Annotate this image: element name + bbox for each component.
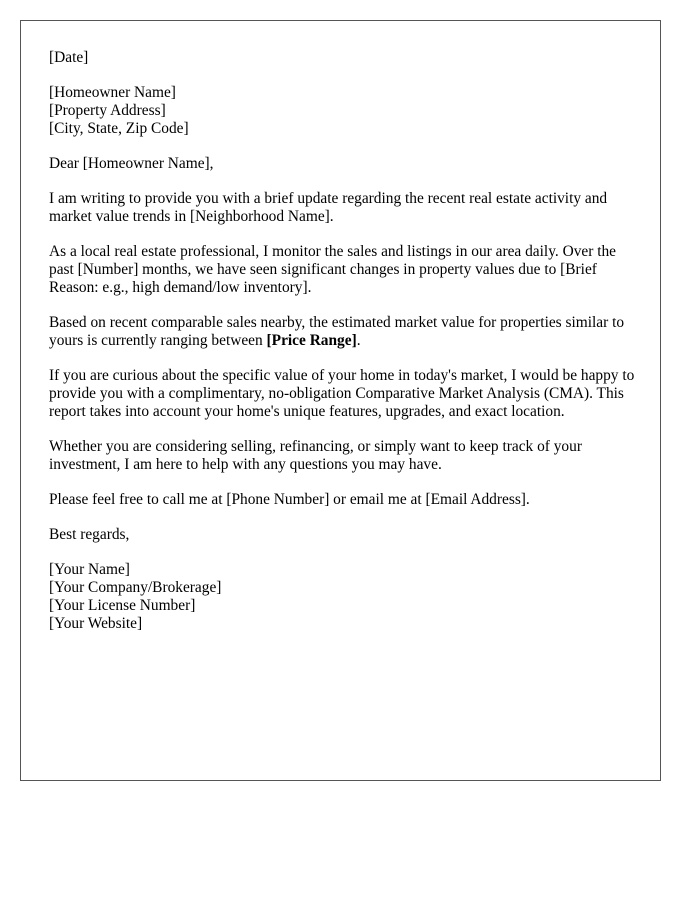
price-range-text: Based on recent comparable sales nearby, the estimated market value for properties similar to yours is currently ranging between <box>49 314 625 349</box>
signature-license: [Your License Number] <box>49 597 196 614</box>
recipient-city-state-zip: [City, State, Zip Code] <box>49 120 189 137</box>
paragraph-help: Whether you are considering selling, refinancing, or simply want to keep track of your investment, I am here to help with any questions you may have. <box>49 438 582 473</box>
signature-website: [Your Website] <box>49 615 143 632</box>
price-range-period: . <box>356 332 361 349</box>
paragraph-contact: Please feel free to call me at [Phone Number] or email me at [Email Address]. <box>49 491 530 508</box>
paragraph-market-changes: As a local real estate professional, I monitor the sales and listings in our area daily. Over the past [Number] months, we have seen significant changes in property values due to [Brief Reason: e.g., high demand/low inventory]. <box>49 243 616 296</box>
signature-block <box>49 561 639 633</box>
letter-document <box>20 20 661 781</box>
paragraph-intro: I am writing to provide you with a brief update regarding the recent real estate activity and market value trends in [Neighborhood Name]. <box>49 190 608 225</box>
recipient-address: [Property Address] <box>49 102 166 119</box>
signature-company: [Your Company/Brokerage] <box>49 579 222 596</box>
letter-date: [Date] <box>49 49 89 66</box>
signature-name: [Your Name] <box>49 561 130 578</box>
recipient-name: [Homeowner Name] <box>49 84 176 101</box>
paragraph-price-range <box>49 314 639 350</box>
closing: Best regards, <box>49 526 130 543</box>
recipient-address-block <box>49 84 639 138</box>
paragraph-cma-offer: If you are curious about the specific value of your home in today's market, I would be happy to provide you with a complimentary, no-obligation Comparative Market Analysis (CMA). This report takes into account your home's unique features, upgrades, and exact location. <box>49 367 635 420</box>
price-range-placeholder: [Price Range] <box>266 332 357 349</box>
salutation: Dear [Homeowner Name], <box>49 155 214 172</box>
